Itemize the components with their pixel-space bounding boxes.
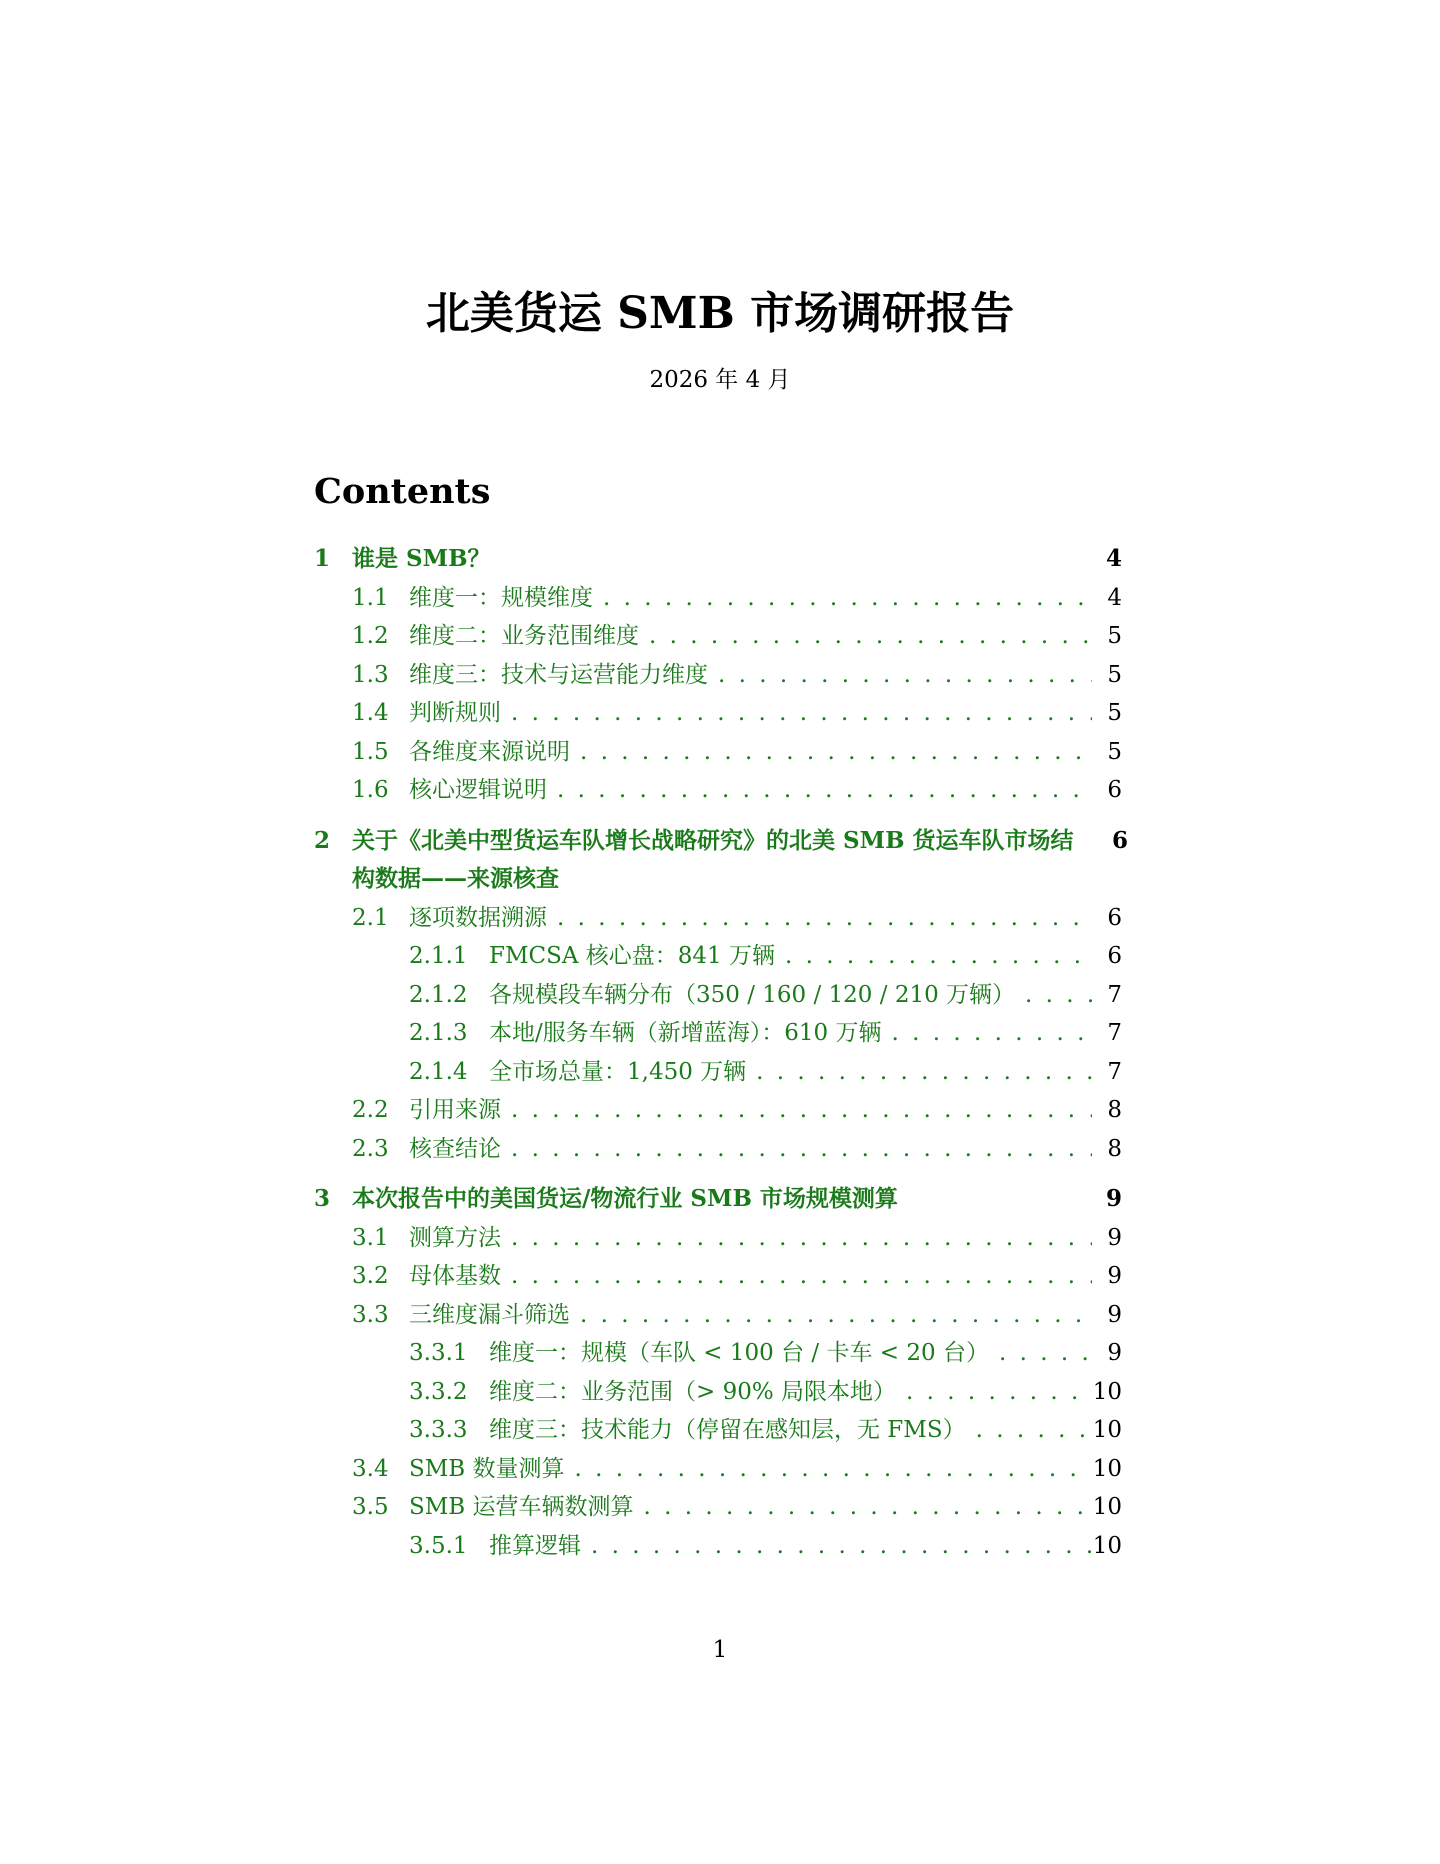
toc-entry-page[interactable]: 4 xyxy=(1107,584,1122,611)
document-date: 2026 年 4 月 xyxy=(649,367,791,393)
toc-entry-title[interactable]: 逐项数据溯源 xyxy=(409,899,551,938)
toc-leader-dots xyxy=(569,1450,1092,1489)
toc-entry-page[interactable]: 10 xyxy=(1092,1455,1122,1482)
toc-entry-number: 3.4 xyxy=(352,1455,389,1482)
toc-entry-number: 1 xyxy=(314,545,331,572)
toc-entry[interactable] xyxy=(352,733,1122,772)
toc-entry-number: 1.5 xyxy=(352,738,389,765)
toc-entry-page[interactable]: 9 xyxy=(1105,1185,1122,1212)
toc-leader-dots xyxy=(643,617,1092,656)
toc-entry[interactable] xyxy=(352,617,1122,656)
toc-entry-number: 2.1.1 xyxy=(409,943,468,969)
toc-leader-dots xyxy=(779,937,1092,976)
toc-entry-page[interactable]: 5 xyxy=(1107,700,1122,726)
toc-leader-dots xyxy=(551,899,1092,938)
toc-entry-page[interactable]: 6 xyxy=(1107,777,1122,803)
toc-entry[interactable] xyxy=(409,1334,1122,1373)
toc-entry-page[interactable]: 9 xyxy=(1107,1224,1122,1251)
toc-entry-page[interactable]: 9 xyxy=(1107,1301,1122,1328)
toc-entry[interactable] xyxy=(352,1488,1122,1527)
toc-entry-number: 3 xyxy=(314,1185,331,1212)
toc-leader-dots xyxy=(574,1296,1092,1335)
toc-entry[interactable] xyxy=(409,1527,1122,1566)
toc-entry-title[interactable]: 各维度来源说明 xyxy=(409,733,574,772)
page-number: 1 xyxy=(712,1637,728,1663)
toc-leader-dots xyxy=(900,1373,1092,1412)
toc-entry-title[interactable]: 各规模段车辆分布（350 / 160 / 120 / 210 万辆） xyxy=(489,976,1019,1015)
toc-entry-title[interactable]: FMCSA 核心盘：841 万辆 xyxy=(489,937,779,976)
toc-entry-number: 1.2 xyxy=(352,623,389,649)
toc-entry-title[interactable]: 维度二：业务范围（> 90% 局限本地） xyxy=(489,1373,900,1412)
toc-entry-title[interactable]: 维度三：技术与运营能力维度 xyxy=(409,656,712,695)
toc-entry-number: 2 xyxy=(314,826,331,854)
toc-entry[interactable] xyxy=(409,1014,1122,1053)
toc-entry-page[interactable]: 10 xyxy=(1092,1494,1122,1520)
toc-entry-number: 1.4 xyxy=(352,700,389,726)
toc-entry[interactable] xyxy=(352,1219,1122,1258)
toc-entry-title[interactable]: 维度二：业务范围维度 xyxy=(409,617,643,656)
toc-entry[interactable] xyxy=(352,656,1122,695)
toc-leader-dots xyxy=(505,1130,1092,1169)
toc-entry[interactable] xyxy=(409,1411,1122,1450)
toc-entry-title[interactable]: 关于《北美中型货运车队增长战略研究》的北美 SMB 货运车队市场结构数据——来源核查 xyxy=(352,822,1086,899)
toc-entry-title[interactable]: 谁是 SMB？ xyxy=(352,540,495,579)
toc-entry-number: 3.1 xyxy=(352,1224,389,1251)
toc-leader-dots xyxy=(505,1091,1092,1130)
toc-entry-page[interactable]: 10 xyxy=(1092,1417,1122,1443)
toc-entry-title[interactable]: SMB 数量测算 xyxy=(409,1450,569,1489)
toc-entry-number: 2.3 xyxy=(352,1135,389,1162)
toc-entry-title[interactable]: 核查结论 xyxy=(409,1130,505,1169)
toc-entry-page[interactable]: 5 xyxy=(1107,661,1122,688)
toc-entry-page[interactable]: 9 xyxy=(1107,1263,1122,1289)
toc-entry[interactable] xyxy=(352,1091,1122,1130)
toc-entry-page[interactable]: 6 xyxy=(1111,826,1128,854)
toc-entry-title[interactable]: 维度一：规模（车队 < 100 台 / 卡车 < 20 台） xyxy=(489,1334,993,1373)
toc-entry[interactable] xyxy=(352,1450,1122,1489)
toc-entry-title[interactable]: 维度一：规模维度 xyxy=(409,579,597,618)
toc-entry-title[interactable]: 引用来源 xyxy=(409,1091,505,1130)
toc-entry[interactable] xyxy=(352,899,1122,938)
toc-entry[interactable] xyxy=(409,1373,1122,1412)
toc-entry-title[interactable]: 判断规则 xyxy=(409,694,505,733)
table-of-contents xyxy=(314,540,1128,1565)
toc-leader-dots xyxy=(993,1334,1092,1373)
toc-entry-page[interactable]: 9 xyxy=(1107,1340,1122,1366)
toc-entry-title[interactable]: 推算逻辑 xyxy=(489,1527,585,1566)
toc-entry[interactable] xyxy=(314,540,1122,579)
toc-entry-number: 1.3 xyxy=(352,661,389,688)
toc-entry-number: 3.2 xyxy=(352,1263,389,1289)
toc-leader-dots xyxy=(750,1053,1092,1092)
toc-leader-dots xyxy=(885,1014,1092,1053)
toc-leader-dots xyxy=(585,1527,1092,1566)
toc-entry-title[interactable]: 本次报告中的美国货运/物流行业 SMB 市场规模测算 xyxy=(352,1180,902,1219)
toc-entry[interactable] xyxy=(409,976,1122,1015)
toc-entry-page[interactable]: 6 xyxy=(1107,943,1122,969)
toc-entry-title[interactable]: 三维度漏斗筛选 xyxy=(409,1296,574,1335)
toc-entry-page[interactable]: 7 xyxy=(1107,1020,1122,1046)
toc-entry-title[interactable]: 维度三：技术能力（停留在感知层，无 FMS） xyxy=(489,1411,970,1450)
toc-entry-page[interactable]: 7 xyxy=(1107,981,1122,1008)
toc-entry[interactable] xyxy=(352,1257,1122,1296)
toc-entry-page[interactable]: 6 xyxy=(1107,904,1122,931)
toc-entry-number: 2.1 xyxy=(352,904,389,931)
toc-entry-number: 2.1.4 xyxy=(409,1058,468,1085)
toc-entry[interactable] xyxy=(409,1053,1122,1092)
toc-entry-number: 3.5 xyxy=(352,1494,389,1520)
toc-entry-number: 2.1.3 xyxy=(409,1020,468,1046)
toc-entry-title[interactable]: 母体基数 xyxy=(409,1257,505,1296)
toc-entry[interactable] xyxy=(352,579,1122,618)
toc-leader-dots xyxy=(1019,976,1092,1015)
toc-entry-title[interactable]: 全市场总量：1,450 万辆 xyxy=(489,1053,750,1092)
toc-entry-number: 1.1 xyxy=(352,584,389,611)
toc-entry-page[interactable]: 10 xyxy=(1092,1532,1122,1559)
toc-leader-dots xyxy=(597,579,1092,618)
toc-entry-number: 3.5.1 xyxy=(409,1532,468,1559)
toc-entry[interactable] xyxy=(352,694,1122,733)
toc-entry[interactable] xyxy=(409,937,1122,976)
toc-entry[interactable] xyxy=(352,1296,1122,1335)
toc-leader-dots xyxy=(638,1488,1092,1527)
toc-entry-page[interactable]: 5 xyxy=(1107,738,1122,765)
toc-entry-title[interactable]: SMB 运营车辆数测算 xyxy=(409,1488,638,1527)
contents-heading: Contents xyxy=(314,471,491,512)
toc-entry-page[interactable]: 8 xyxy=(1107,1097,1122,1123)
toc-leader-dots xyxy=(505,1219,1092,1258)
toc-entry-title[interactable]: 本地/服务车辆（新增蓝海）：610 万辆 xyxy=(489,1014,885,1053)
toc-entry[interactable] xyxy=(352,1130,1122,1169)
toc-entry-title[interactable]: 测算方法 xyxy=(409,1219,505,1258)
toc-entry-title[interactable]: 核心逻辑说明 xyxy=(409,771,551,810)
toc-entry-number: 3.3.3 xyxy=(409,1417,468,1443)
toc-entry[interactable] xyxy=(314,1180,1122,1219)
toc-entry-number: 2.1.2 xyxy=(409,981,468,1008)
toc-entry[interactable] xyxy=(314,822,1128,899)
toc-entry-number: 3.3.1 xyxy=(409,1340,468,1366)
toc-entry-number: 1.6 xyxy=(352,777,389,803)
toc-leader-dots xyxy=(505,1257,1092,1296)
toc-entry[interactable] xyxy=(352,771,1122,810)
toc-entry-page[interactable]: 8 xyxy=(1107,1135,1122,1162)
toc-entry-page[interactable]: 5 xyxy=(1107,623,1122,649)
toc-entry-page[interactable]: 7 xyxy=(1107,1058,1122,1085)
toc-entry-number: 3.3.2 xyxy=(409,1378,468,1405)
toc-leader-dots xyxy=(574,733,1092,772)
toc-entry-page[interactable]: 4 xyxy=(1105,545,1122,572)
toc-leader-dots xyxy=(551,771,1092,810)
toc-leader-dots xyxy=(712,656,1092,695)
toc-leader-dots xyxy=(505,694,1092,733)
toc-leader-dots xyxy=(970,1411,1092,1450)
toc-entry-number: 2.2 xyxy=(352,1097,389,1123)
toc-entry-page[interactable]: 10 xyxy=(1092,1378,1122,1405)
document-title: 北美货运 SMB 市场调研报告 xyxy=(425,288,1015,339)
toc-entry-number: 3.3 xyxy=(352,1301,389,1328)
